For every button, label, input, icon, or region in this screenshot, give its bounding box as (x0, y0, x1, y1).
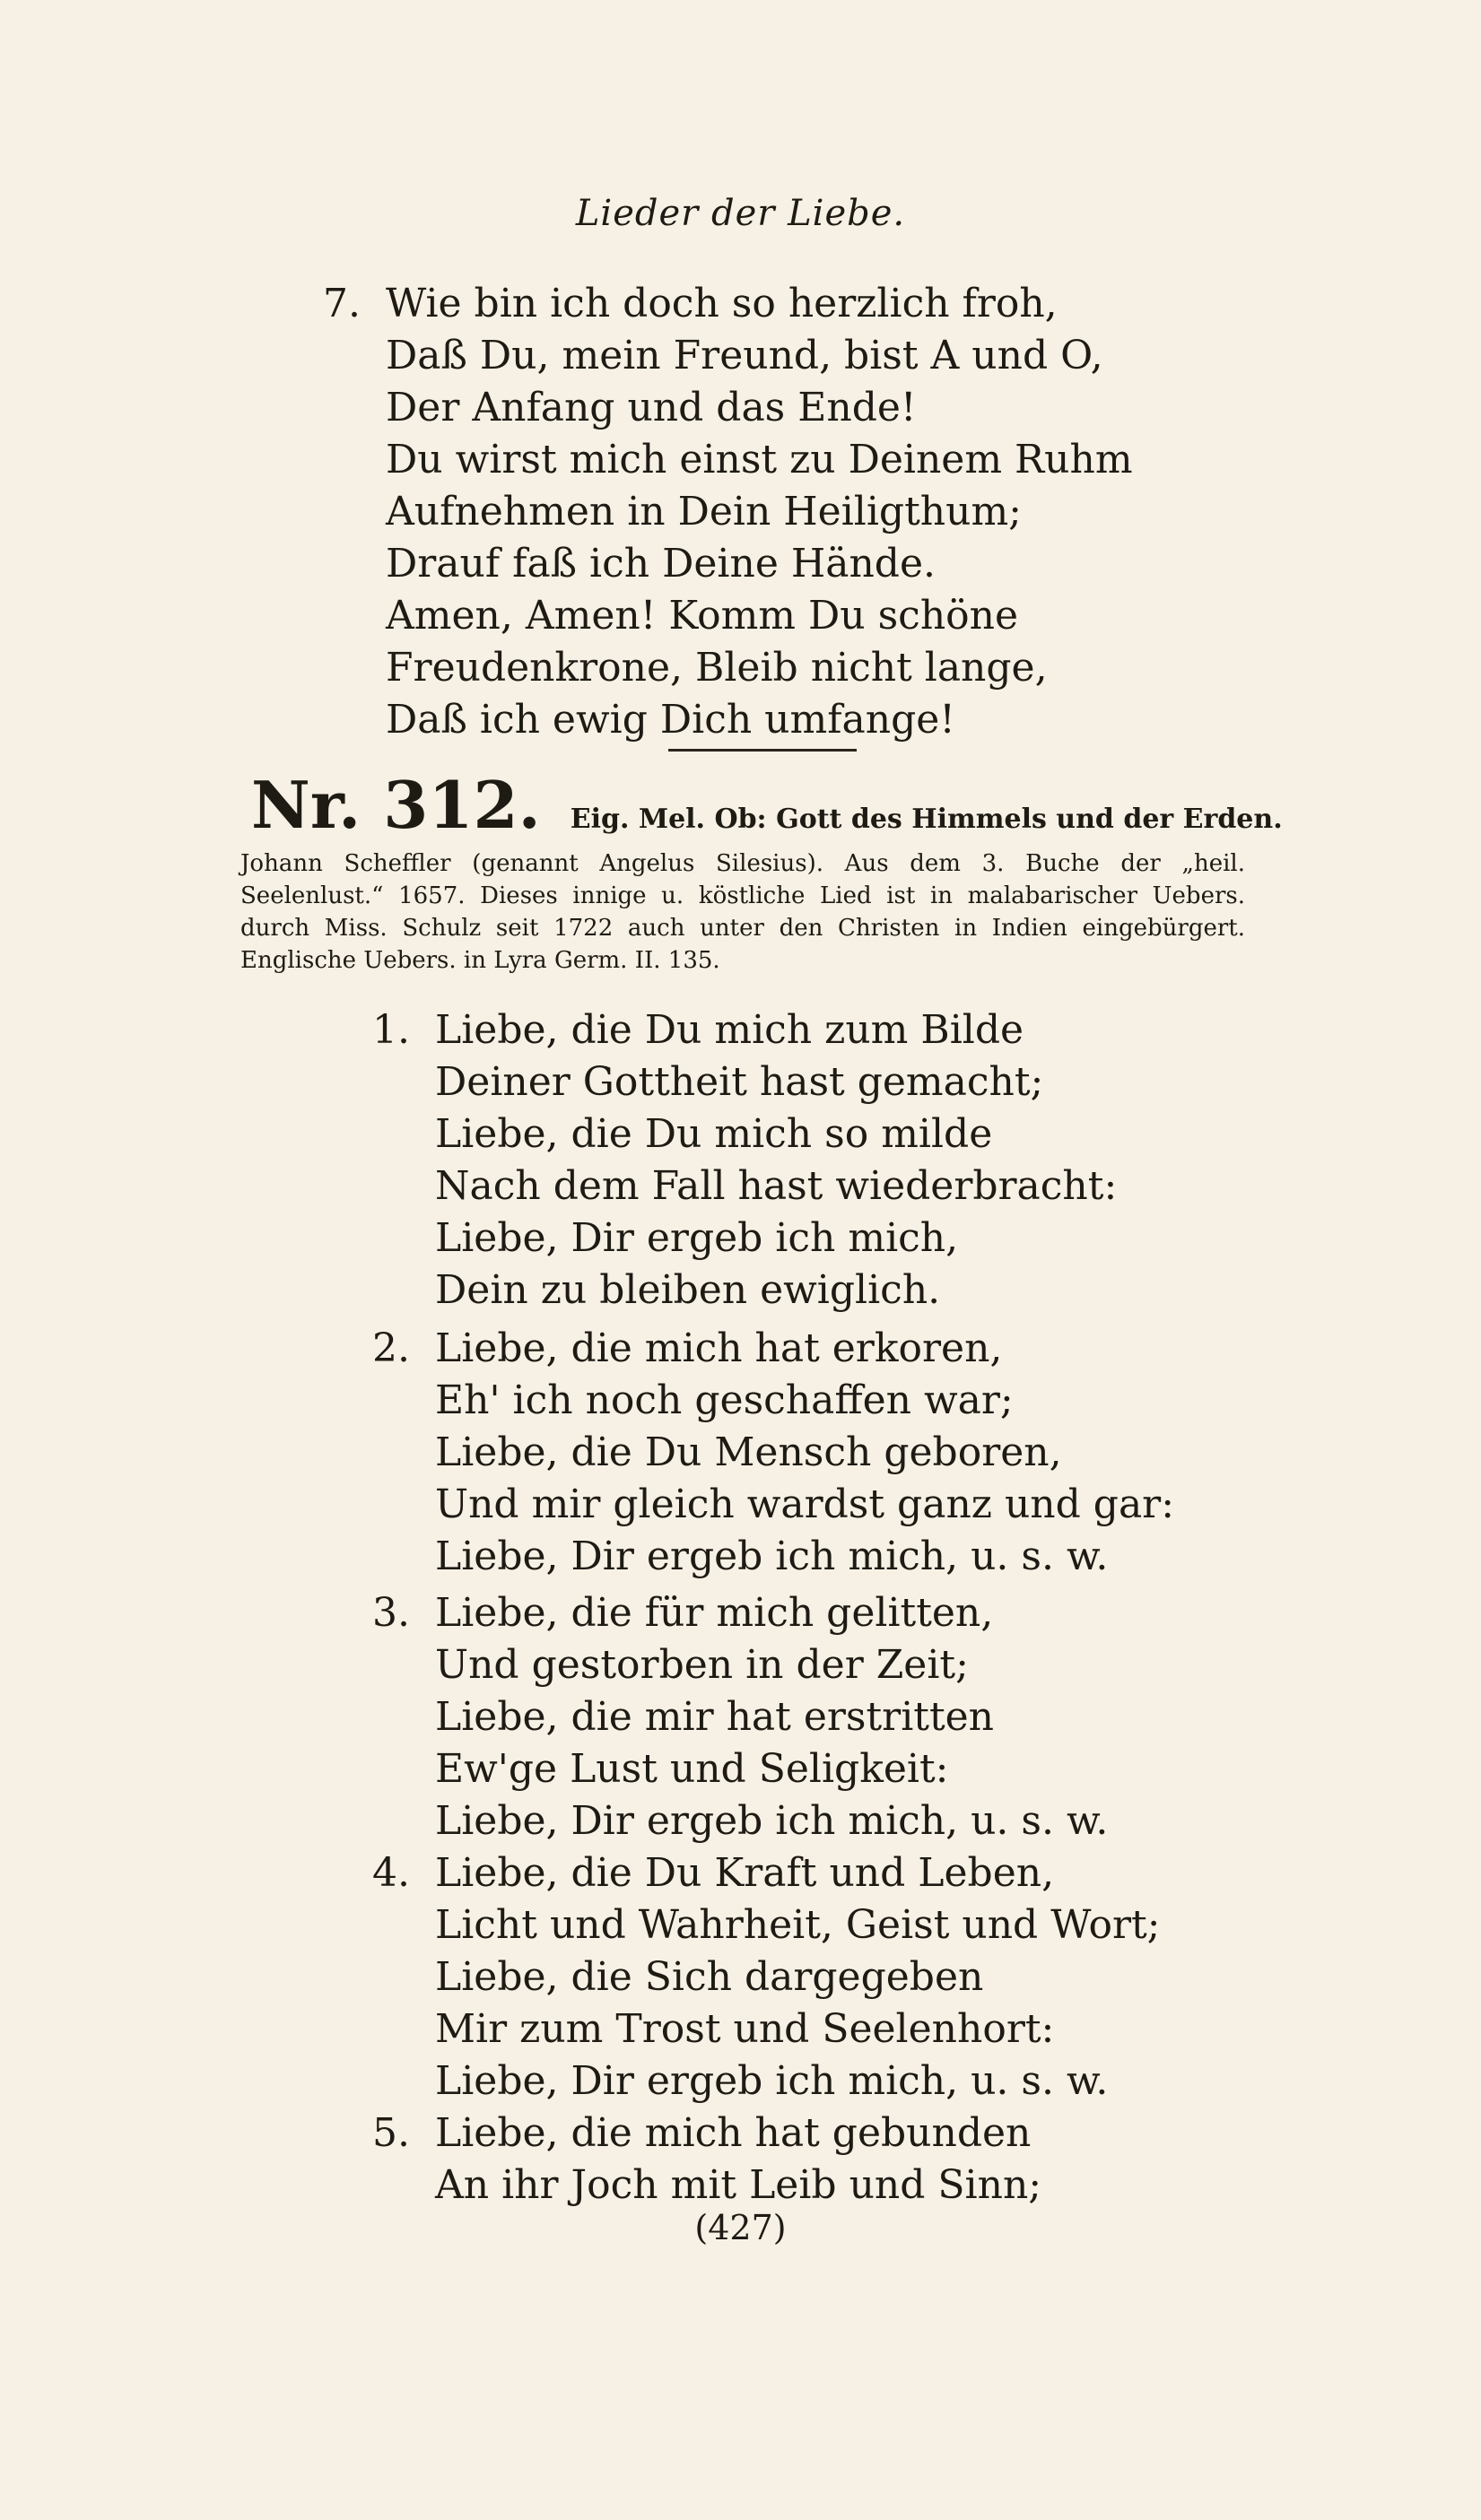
verse-line: Der Anfang und das Ende! (386, 385, 917, 430)
page-number: (427) (694, 2208, 787, 2247)
verse-line: 1. Liebe, die Du mich zum Bilde (372, 1004, 1117, 1056)
verse-4 (372, 1847, 1160, 2107)
verse-line: Und mir gleich wardst ganz und gar: (435, 1482, 1175, 1527)
verse-7 (323, 278, 1133, 746)
verse-line: Drauf faß ich Deine Hände. (386, 541, 936, 587)
verse-line: Liebe, die Sich dargegeben (435, 1954, 984, 2000)
verse-line: Liebe, Dir ergeb ich mich, u. s. w. (435, 2058, 1109, 2104)
verse-line: Amen, Amen! Komm Du schöne (386, 593, 1019, 639)
verse-2 (372, 1323, 1174, 1583)
verse-line: 3. Liebe, die für mich gelitten, (372, 1587, 1108, 1639)
running-head: Lieder der Liebe. (575, 193, 906, 234)
verse-line: An ihr Joch mit Leib und Sinn; (435, 2162, 1042, 2208)
verse-line: Aufnehmen in Dein Heiligthum; (386, 489, 1023, 534)
verse-line: Nach dem Fall hast wiederbracht: (435, 1163, 1118, 1209)
hymn-number: Nr. 312. (251, 767, 541, 843)
section-divider (668, 749, 857, 752)
verse-number: 1. (372, 1007, 410, 1053)
verse-line: Dein zu bleiben ewiglich. (435, 1267, 941, 1313)
verse-number: 2. (372, 1325, 410, 1371)
verse-line: Freudenkrone, Bleib nicht lange, (386, 645, 1048, 691)
verse-line: Liebe, Dir ergeb ich mich, u. s. w. (435, 1798, 1109, 1844)
verse-line: Daß ich ewig Dich umfange! (386, 697, 955, 743)
verse-line: Mir zum Trost und Seelenhort: (435, 2006, 1055, 2052)
verse-number: 3. (372, 1590, 410, 1636)
verse-line: 4. Liebe, die Du Kraft und Leben, (372, 1847, 1160, 1899)
verse-line: 7. Wie bin ich doch so herzlich froh, (323, 278, 1133, 330)
verse-line: Liebe, die mir hat erstritten (435, 1694, 995, 1740)
hymn-header (251, 767, 1283, 843)
verse-line: Daß Du, mein Freund, bist A und O, (386, 333, 1103, 378)
verse-line: Liebe, die Du mich so milde (435, 1111, 993, 1157)
verse-line: Liebe, die Du Mensch geboren, (435, 1429, 1062, 1475)
verse-1 (372, 1004, 1117, 1316)
verse-number: 5. (372, 2110, 410, 2156)
verse-number: 7. (323, 281, 361, 326)
verse-line: Du wirst mich einst zu Deinem Ruhm (386, 437, 1133, 482)
verse-line: Licht und Wahrheit, Geist und Wort; (435, 1902, 1161, 1948)
hymn-source-note: Johann Scheffler (genannt Angelus Silesius). Aus dem 3. Buche der „heil. Seelenlust.“ 1657. Dieses innige u. köstliche Lied ist in malabarischer Uebers. durch Miss. Schulz seit 1722 auch unter den Christen in Indien eingebürgert. Englische Uebers. in Lyra Germ. II. 135. (240, 850, 1245, 974)
verse-line: Liebe, Dir ergeb ich mich, (435, 1215, 959, 1261)
verse-line: 2. Liebe, die mich hat erkoren, (372, 1323, 1174, 1375)
verse-5 (372, 2107, 1041, 2212)
verse-line: Und gestorben in der Zeit; (435, 1642, 969, 1688)
verse-line: 5. Liebe, die mich hat gebunden (372, 2107, 1041, 2159)
verse-3 (372, 1587, 1108, 1847)
verse-line: Deiner Gottheit hast gemacht; (435, 1059, 1044, 1105)
verse-line: Liebe, Dir ergeb ich mich, u. s. w. (435, 1534, 1109, 1579)
verse-line: Eh' ich noch geschaffen war; (435, 1377, 1014, 1423)
verse-line: Ew'ge Lust und Seligkeit: (435, 1746, 949, 1792)
verse-number: 4. (372, 1850, 410, 1896)
hymn-melody: Eig. Mel. Ob: Gott des Himmels und der Erden. (570, 804, 1283, 835)
